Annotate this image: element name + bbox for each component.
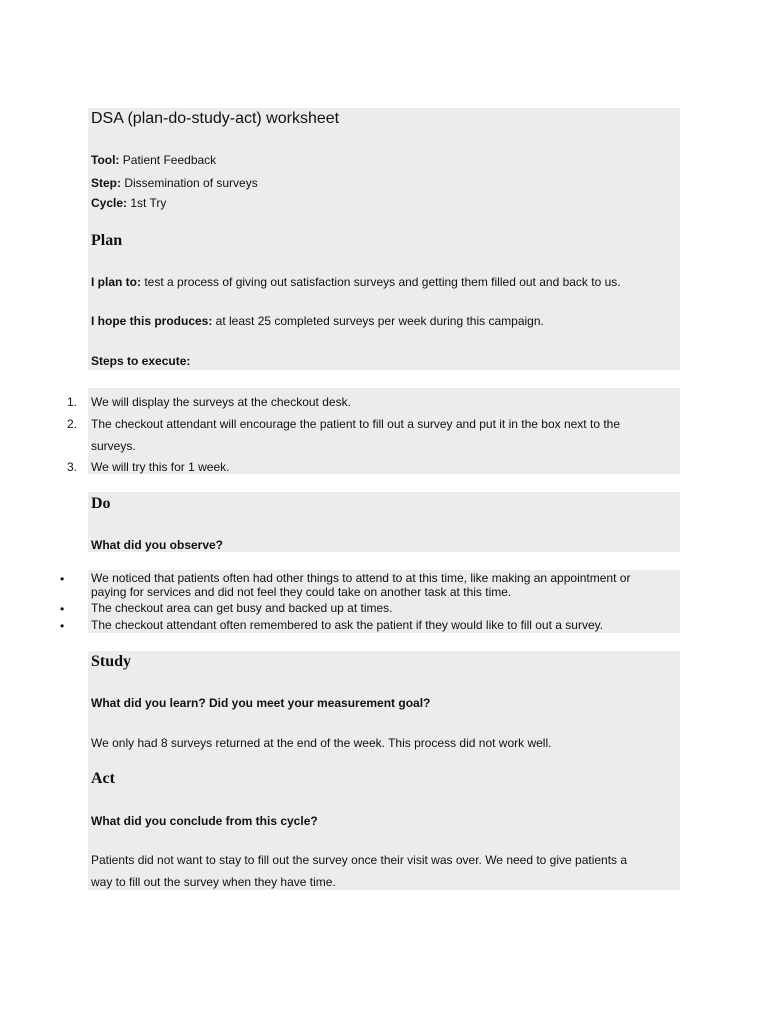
act-answer-line: Patients did not want to stay to fill out the survey once their visit was over. We need to give patients a xyxy=(91,853,628,867)
hope-value: at least 25 completed surveys per week during this campaign. xyxy=(212,314,544,328)
act-answer-line: way to fill out the survey when they have time. xyxy=(91,875,336,889)
step-label: Step: xyxy=(91,176,121,190)
plan-section-block xyxy=(88,108,680,370)
plan-heading: Plan xyxy=(91,232,123,249)
step-number: 2. xyxy=(66,417,77,431)
study-heading: Study xyxy=(91,653,132,670)
list-item: We will display the surveys at the checkout desk. xyxy=(91,395,351,409)
list-item: The checkout attendant will encourage the patient to fill out a survey and put it in the box next to the xyxy=(91,417,621,431)
list-item: We will try this for 1 week. xyxy=(91,460,230,474)
bullet-icon: • xyxy=(60,619,65,633)
study-answer: We only had 8 surveys returned at the end of the week. This process did not work well. xyxy=(91,736,552,750)
cycle-line xyxy=(91,195,166,211)
plan-to-value: test a process of giving out satisfaction surveys and getting them filled out and back to us. xyxy=(141,275,621,289)
steps-label: Steps to execute: xyxy=(91,354,191,368)
cycle-value: 1st Try xyxy=(127,196,167,210)
do-heading: Do xyxy=(91,495,111,512)
tool-value: Patient Feedback xyxy=(119,153,217,167)
do-question: What did you observe? xyxy=(91,538,224,552)
list-item: The checkout attendant often remembered to ask the patient if they would like to fill out a survey. xyxy=(91,618,604,632)
page-title: DSA (plan-do-study-act) worksheet xyxy=(91,110,340,127)
step-number: 1. xyxy=(66,395,77,409)
plan-to-line xyxy=(91,274,621,290)
hope-line xyxy=(91,313,544,329)
cycle-label: Cycle: xyxy=(91,196,128,210)
list-item-continuation: paying for services and did not feel they could take on another task at this time. xyxy=(91,585,512,599)
bullet-icon: • xyxy=(60,572,65,586)
tool-label: Tool: xyxy=(91,153,120,167)
hope-label: I hope this produces: xyxy=(91,314,213,328)
step-number: 3. xyxy=(66,460,77,474)
step-value: Dissemination of surveys xyxy=(121,176,258,190)
bullet-icon: • xyxy=(60,602,65,616)
tool-line xyxy=(91,152,216,168)
list-item-continuation: surveys. xyxy=(91,439,136,453)
step-line xyxy=(91,175,258,191)
plan-to-label: I plan to: xyxy=(91,275,141,289)
act-question: What did you conclude from this cycle? xyxy=(91,814,318,828)
act-heading: Act xyxy=(91,770,115,787)
list-item: The checkout area can get busy and backed up at times. xyxy=(91,601,393,615)
list-item: We noticed that patients often had other things to attend to at this time, like making an appointment or xyxy=(91,571,631,585)
study-question: What did you learn? Did you meet your measurement goal? xyxy=(91,696,431,710)
